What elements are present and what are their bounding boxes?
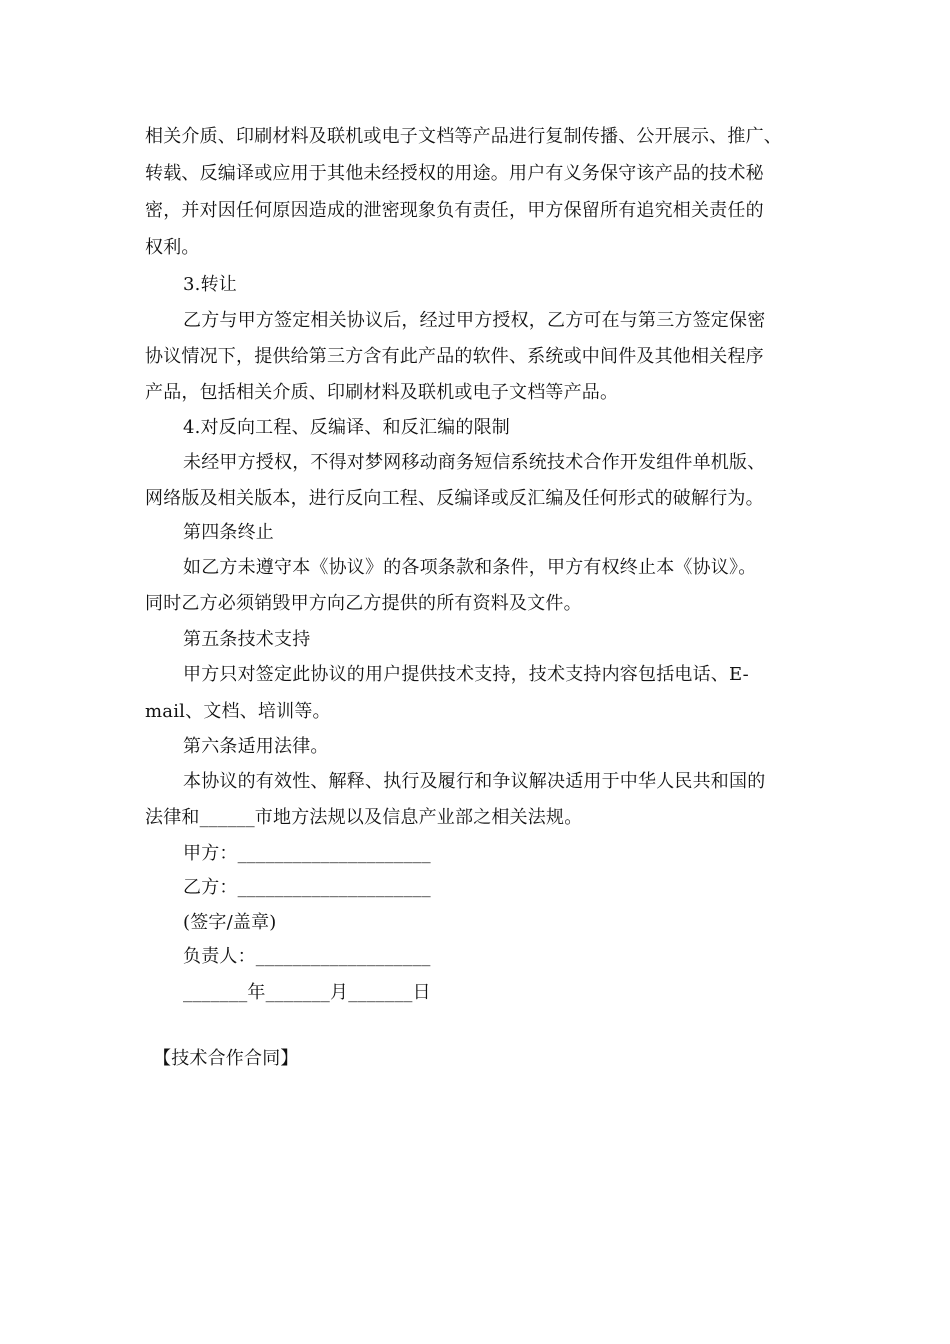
date-line: _______年_______月_______日 — [183, 982, 431, 1003]
paragraph-line: 协议情况下，提供给第三方含有此产品的软件、系统或中间件及其他相关程序 — [145, 346, 764, 367]
section-heading: 4.对反向工程、反编译、和反汇编的限制 — [183, 417, 510, 438]
article-heading: 第四条终止 — [183, 522, 274, 543]
paragraph-line: 本协议的有效性、解释、执行及履行和争议解决适用于中华人民共和国的 — [183, 771, 766, 792]
signature-note: (签字/盖章) — [183, 912, 277, 933]
paragraph-line: 转载、反编译或应用于其他未经授权的用途。用户有义务保守该产品的技术秘 — [145, 163, 764, 184]
paragraph-line: mail、文档、培训等。 — [145, 701, 331, 722]
party-a-signature-line: 甲方：_____________________ — [183, 843, 431, 864]
paragraph-line: 产品，包括相关介质、印刷材料及联机或电子文档等产品。 — [145, 382, 619, 403]
article-heading: 第五条技术支持 — [183, 629, 311, 650]
paragraph-line: 乙方与甲方签定相关协议后，经过甲方授权，乙方可在与第三方签定保密 — [183, 310, 766, 331]
paragraph-line: 未经甲方授权，不得对梦网移动商务短信系统技术合作开发组件单机版、 — [183, 452, 766, 473]
paragraph-line: 法律和______市地方法规以及信息产业部之相关法规。 — [145, 807, 583, 828]
footer-title: 【技术合作合同】 — [153, 1048, 299, 1069]
paragraph-line: 如乙方未遵守本《协议》的各项条款和条件，甲方有权终止本《协议》。 — [183, 557, 757, 578]
paragraph-line: 相关介质、印刷材料及联机或电子文档等产品进行复制传播、公开展示、推广、 — [145, 126, 782, 147]
paragraph-line: 权利。 — [145, 237, 200, 258]
paragraph-line: 密，并对因任何原因造成的泄密现象负有责任，甲方保留所有追究相关责任的 — [145, 200, 764, 221]
section-heading: 3.转让 — [183, 274, 237, 295]
article-heading: 第六条适用法律。 — [183, 736, 329, 757]
paragraph-line: 甲方只对签定此协议的用户提供技术支持，技术支持内容包括电话、E- — [183, 664, 749, 685]
party-b-signature-line: 乙方：_____________________ — [183, 877, 431, 898]
paragraph-line: 同时乙方必须销毁甲方向乙方提供的所有资料及文件。 — [145, 593, 582, 614]
paragraph-line: 网络版及相关版本，进行反向工程、反编译或反汇编及任何形式的破解行为。 — [145, 488, 764, 509]
responsible-person-line: 负责人：___________________ — [183, 946, 431, 967]
